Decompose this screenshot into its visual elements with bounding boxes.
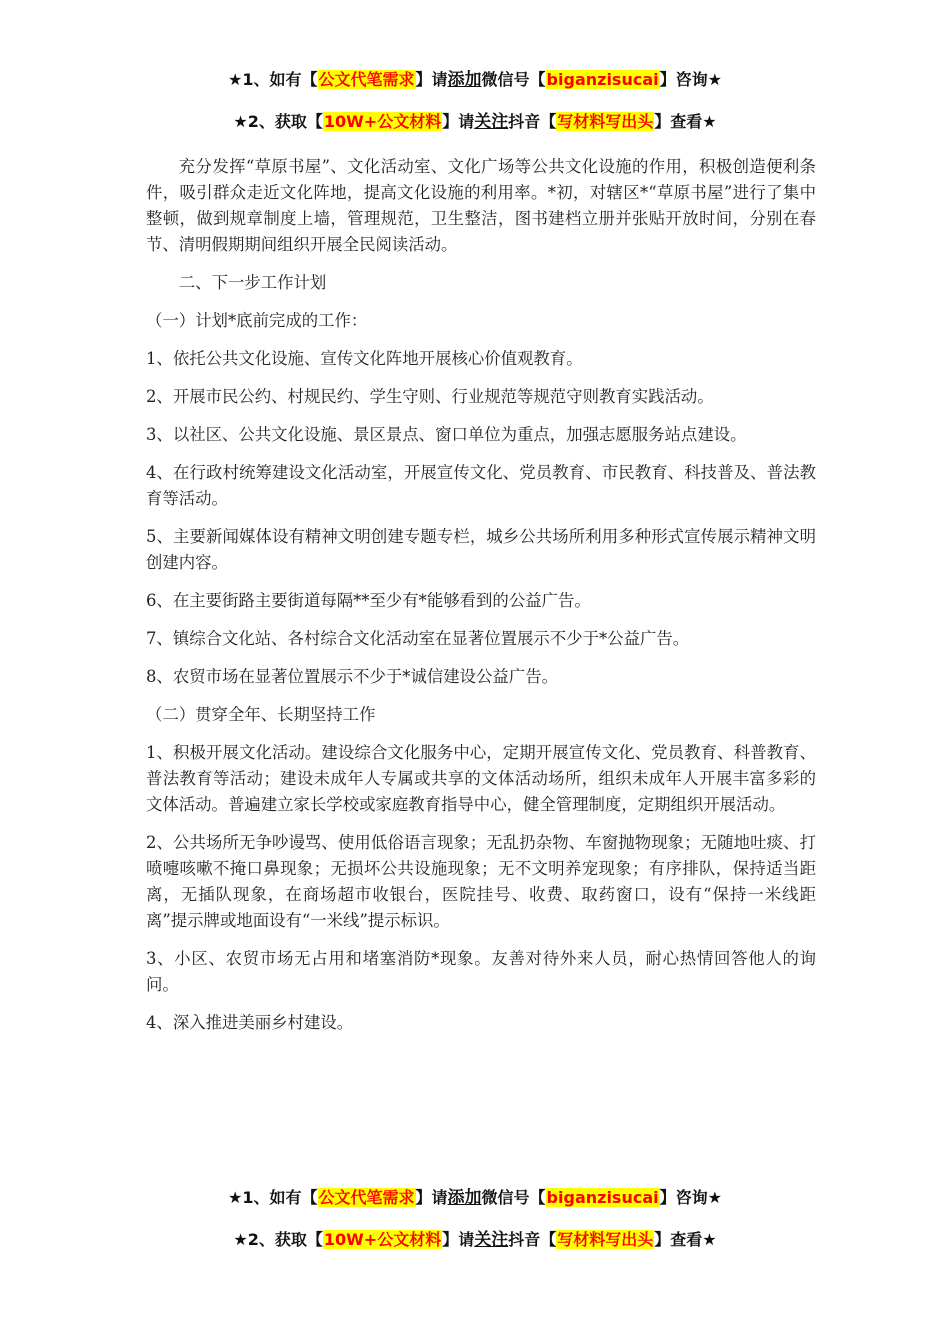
ad-text: 微信号【 [481,1188,546,1207]
ad-text: ★2、获取【 [233,112,323,131]
document-body [146,154,816,1048]
ad-text: ★2、获取【 [233,1230,323,1249]
list-item: 2、公共场所无争吵谩骂、使用低俗语言现象；无乱扔杂物、车窗抛物现象；无随地吐痰、打喷嚏咳嗽不掩口鼻现象；无损坏公共设施现象；无不文明养宠现象；有序排队，保持适当距离，无插队现象，在商场超市收银台，医院挂号、收费、取药窗口，设有“保持一米线距离”提示牌或地面设有“一米线”提示标识。 [146,833,816,930]
ad-line-2-top [0,110,950,134]
ad-highlight: 公文代笔需求 [318,1188,415,1207]
list-item: 6、在主要街路主要街道每隔**至少有*能够看到的公益广告。 [146,591,591,610]
ad-text: 】请 [415,70,448,89]
subsection-heading-1: （一）计划*底前完成的工作： [146,311,368,330]
ad-text: 】咨询★ [659,1188,722,1207]
ad-text: ★1、如有【 [228,70,318,89]
ad-text: 】查看★ [654,112,717,131]
ad-text: 抖音【 [508,112,557,131]
list-item: 2、开展市民公约、村规民约、学生守则、行业规范等规范守则教育实践活动。 [146,387,714,406]
list-item: 4、深入推进美丽乡村建设。 [146,1013,354,1032]
list-item: 5、主要新闻媒体设有精神文明创建专题专栏，城乡公共场所利用多种形式宣传展示精神文明创建内容。 [146,527,816,572]
ad-text: ★1、如有【 [228,1188,318,1207]
ad-text: 】咨询★ [659,70,722,89]
ad-underline: 关注 [474,112,509,132]
ad-highlight: biganzisucai [546,1188,659,1207]
ad-underline: 关注 [474,1230,509,1250]
list-item: 1、积极开展文化活动。建设综合文化服务中心，定期开展宣传文化、党员教育、科普教育、普法教育等活动；建设未成年人专属或共享的文体活动场所，组织未成年人开展丰富多彩的文体活动。普遍建立家长学校或家庭教育指导中心，健全管理制度，定期组织开展活动。 [146,743,816,814]
list-item: 3、以社区、公共文化设施、景区景点、窗口单位为重点，加强志愿服务站点建设。 [146,425,747,444]
list-item: 8、农贸市场在显著位置展示不少于*诚信建设公益广告。 [146,667,558,686]
ad-text: 】请 [442,112,475,131]
ad-highlight: 公文代笔需求 [318,70,415,89]
subsection-heading-2: （二）贯穿全年、长期坚持工作 [146,705,376,724]
ad-underline: 添加 [447,1188,482,1208]
ad-highlight: 写材料写出头 [557,1230,654,1249]
ad-text: 】请 [415,1188,448,1207]
list-item: 1、依托公共文化设施、宣传文化阵地开展核心价值观教育。 [146,349,583,368]
ad-line-2-bottom [0,1228,950,1252]
ad-text: 微信号【 [481,70,546,89]
ad-text: 】请 [442,1230,475,1249]
ad-underline: 添加 [447,70,482,90]
ad-highlight: 10W+公文材料 [323,1230,442,1249]
intro-paragraph: 充分发挥“草原书屋”、文化活动室、文化广场等公共文化设施的作用，积极创造便利条件，吸引群众走近文化阵地，提高文化设施的利用率。*初，对辖区*“草原书屋”进行了集中整顿，做到规章制度上墙，管理规范，卫生整洁，图书建档立册并张贴开放时间，分别在春节、清明假期期间组织开展全民阅读活动。 [146,157,816,254]
ad-text: 抖音【 [508,1230,557,1249]
ad-highlight: biganzisucai [546,70,659,89]
ad-line-1-top [0,68,950,92]
list-item: 3、小区、农贸市场无占用和堵塞消防*现象。友善对待外来人员，耐心热情回答他人的询问。 [146,949,816,994]
list-item: 4、在行政村统筹建设文化活动室，开展宣传文化、党员教育、市民教育、科技普及、普法教育等活动。 [146,463,816,508]
section-heading: 二、下一步工作计划 [178,273,327,292]
ad-line-1-bottom [0,1186,950,1210]
list-item: 7、镇综合文化站、各村综合文化活动室在显著位置展示不少于*公益广告。 [146,629,690,648]
ad-highlight: 写材料写出头 [557,112,654,131]
ad-text: 】查看★ [654,1230,717,1249]
ad-highlight: 10W+公文材料 [323,112,442,131]
